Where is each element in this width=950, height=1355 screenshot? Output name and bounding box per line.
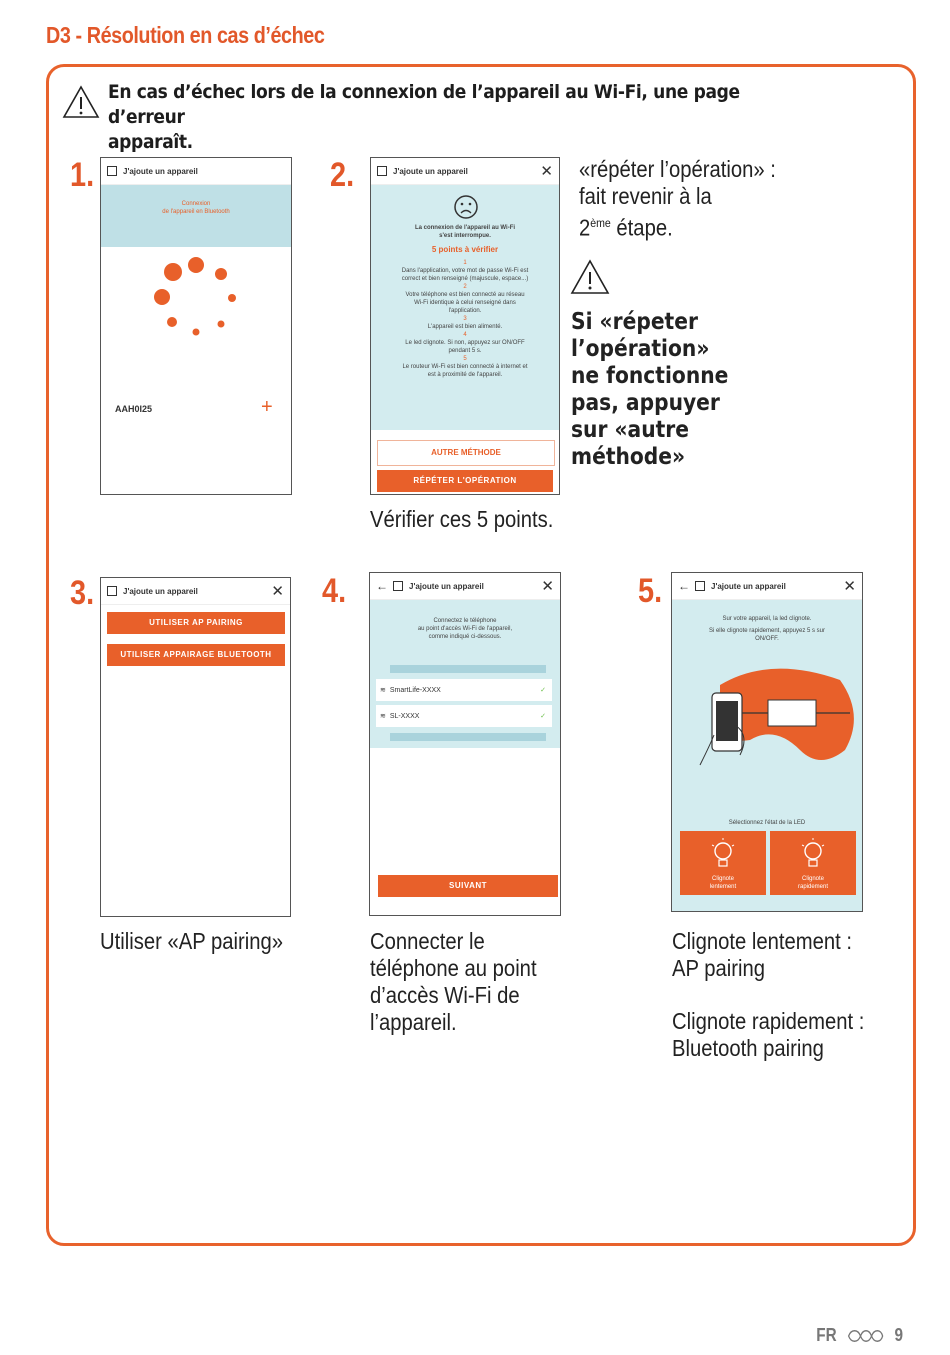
app-icon bbox=[695, 581, 705, 591]
app-header bbox=[101, 158, 291, 185]
phone-screen-2 bbox=[370, 157, 560, 495]
point-text: Le led clignote. Si non, appuyez sur ON/OFF pendant 5 s. bbox=[405, 340, 525, 354]
wifi-icon: ≋ bbox=[380, 687, 386, 694]
check-list bbox=[375, 259, 555, 379]
add-device-icon[interactable]: + bbox=[261, 396, 273, 418]
app-title: J'ajoute un appareil bbox=[123, 166, 198, 176]
app-title: J'ajoute un appareil bbox=[393, 166, 468, 176]
phone-screen-3 bbox=[100, 577, 291, 917]
back-arrow-icon[interactable]: ← bbox=[376, 579, 388, 593]
sad-face-icon bbox=[453, 194, 479, 220]
blink-fast-option[interactable]: Clignote rapidement bbox=[770, 831, 856, 895]
caption-step-4: Connecter le téléphone au point d’accès Wi-Fi de l’appareil. bbox=[370, 928, 537, 1035]
point-number: 1 bbox=[463, 260, 467, 266]
check-icon: ✓ bbox=[540, 713, 546, 720]
close-icon[interactable]: ✕ bbox=[271, 583, 284, 600]
error-message: La connexion de l'appareil au Wi-Fi s'est interrompue. bbox=[414, 225, 516, 239]
phone-screen-4 bbox=[369, 572, 561, 916]
bluetooth-status: Connexion de l'appareil en Bluetooth bbox=[162, 201, 230, 215]
caption-step-3: Utiliser «AP pairing» bbox=[100, 928, 284, 954]
ap-pairing-button[interactable]: UTILISER AP PAIRING bbox=[107, 612, 285, 634]
wifi-icon: ≋ bbox=[380, 713, 386, 720]
caption-step-5: Clignote lentement : AP pairing Clignote rapidement : Bluetooth pairing bbox=[672, 928, 865, 1061]
loading-spinner-icon bbox=[146, 250, 246, 350]
point-number: 2 bbox=[463, 284, 467, 290]
check-icon: ✓ bbox=[540, 687, 546, 694]
next-button[interactable]: SUIVANT bbox=[378, 875, 558, 897]
wifi-network-item[interactable]: ≋ SmartLife-XXXX ✓ bbox=[376, 679, 552, 701]
close-icon[interactable]: ✕ bbox=[540, 163, 553, 180]
app-header bbox=[371, 158, 559, 185]
step-number-1: 1. bbox=[70, 156, 95, 194]
led-select-label: Sélectionnez l'état de la LED bbox=[728, 820, 806, 826]
back-arrow-icon[interactable]: ← bbox=[678, 579, 690, 593]
point-text: Le routeur Wi-Fi est bien connecté à internet et est à proximité de l'appareil. bbox=[402, 364, 528, 378]
caption-step-2: Vérifier ces 5 points. bbox=[370, 506, 554, 532]
step-number-2: 2. bbox=[330, 156, 355, 194]
close-icon[interactable]: ✕ bbox=[541, 578, 554, 595]
device-id: AAH0I25 bbox=[115, 404, 153, 414]
page-number: 9 bbox=[894, 1325, 903, 1345]
app-icon bbox=[393, 581, 403, 591]
step-number-4: 4. bbox=[322, 572, 347, 610]
bluetooth-pairing-button[interactable]: UTILISER APPAIRAGE BLUETOOTH bbox=[107, 644, 285, 666]
section-title: D3 - Résolution en cas d’échec bbox=[46, 22, 325, 48]
close-icon[interactable]: ✕ bbox=[843, 578, 856, 595]
brand-logo-icon bbox=[846, 1328, 885, 1344]
point-text: Dans l'application, votre mot de passe Wi-Fi est correct et bien renseigné (majuscule, espace...) bbox=[401, 268, 529, 282]
app-header bbox=[101, 578, 290, 605]
point-text: Votre téléphone est bien connecté au réseau Wi-Fi identique à celui renseigné dans l'application. bbox=[405, 292, 525, 314]
other-method-button[interactable]: AUTRE MÉTHODE bbox=[377, 440, 555, 466]
app-icon bbox=[377, 166, 387, 176]
warning-icon bbox=[570, 258, 610, 296]
bulb-icon bbox=[800, 837, 826, 871]
point-number: 3 bbox=[463, 316, 467, 322]
app-header bbox=[370, 573, 560, 600]
page-footer bbox=[816, 1325, 903, 1346]
app-title: J'ajoute un appareil bbox=[409, 581, 484, 591]
app-header bbox=[672, 573, 862, 600]
point-number: 4 bbox=[463, 332, 467, 338]
point-text: L'appareil est bien alimenté. bbox=[427, 324, 503, 330]
app-icon bbox=[107, 166, 117, 176]
check-title: 5 points à vérifier bbox=[431, 245, 499, 254]
point-number: 5 bbox=[463, 356, 467, 362]
led-instruction: Sur votre appareil, la led clignote. Si elle clignote rapidement, appuyez 5 s sur ON/OFF. bbox=[708, 616, 826, 642]
intro-text: En cas d’échec lors de la connexion de l’appareil au Wi-Fi, une page d’erreur apparaît. bbox=[108, 81, 740, 153]
device-illustration-icon bbox=[680, 655, 860, 785]
bulb-icon bbox=[710, 837, 736, 871]
app-title: J'ajoute un appareil bbox=[123, 586, 198, 596]
instruction-text: Connectez le téléphone au point d'accès Wi-Fi de l'appareil, comme indiqué ci-dessous. bbox=[417, 618, 513, 640]
phone-screen-5 bbox=[671, 572, 863, 912]
blink-slow-option[interactable]: Clignote lentement bbox=[680, 831, 766, 895]
side-note: «répéter l’opération» : fait revenir à la 2ème étape. bbox=[579, 156, 776, 241]
step-number-3: 3. bbox=[70, 574, 95, 612]
phone-screen-1 bbox=[100, 157, 292, 495]
step-number-5: 5. bbox=[638, 572, 663, 610]
wifi-network-item[interactable]: ≋ SL-XXXX ✓ bbox=[376, 705, 552, 727]
app-title: J'ajoute un appareil bbox=[711, 581, 786, 591]
warning-icon bbox=[62, 84, 100, 120]
warning-note: Si «répeter l’opération» ne fonctionne pas, appuyer sur «autre méthode» bbox=[571, 309, 729, 470]
repeat-operation-button[interactable]: RÉPÉTER L'OPÉRATION bbox=[377, 470, 553, 492]
language-label: FR bbox=[816, 1325, 837, 1345]
app-icon bbox=[107, 586, 117, 596]
